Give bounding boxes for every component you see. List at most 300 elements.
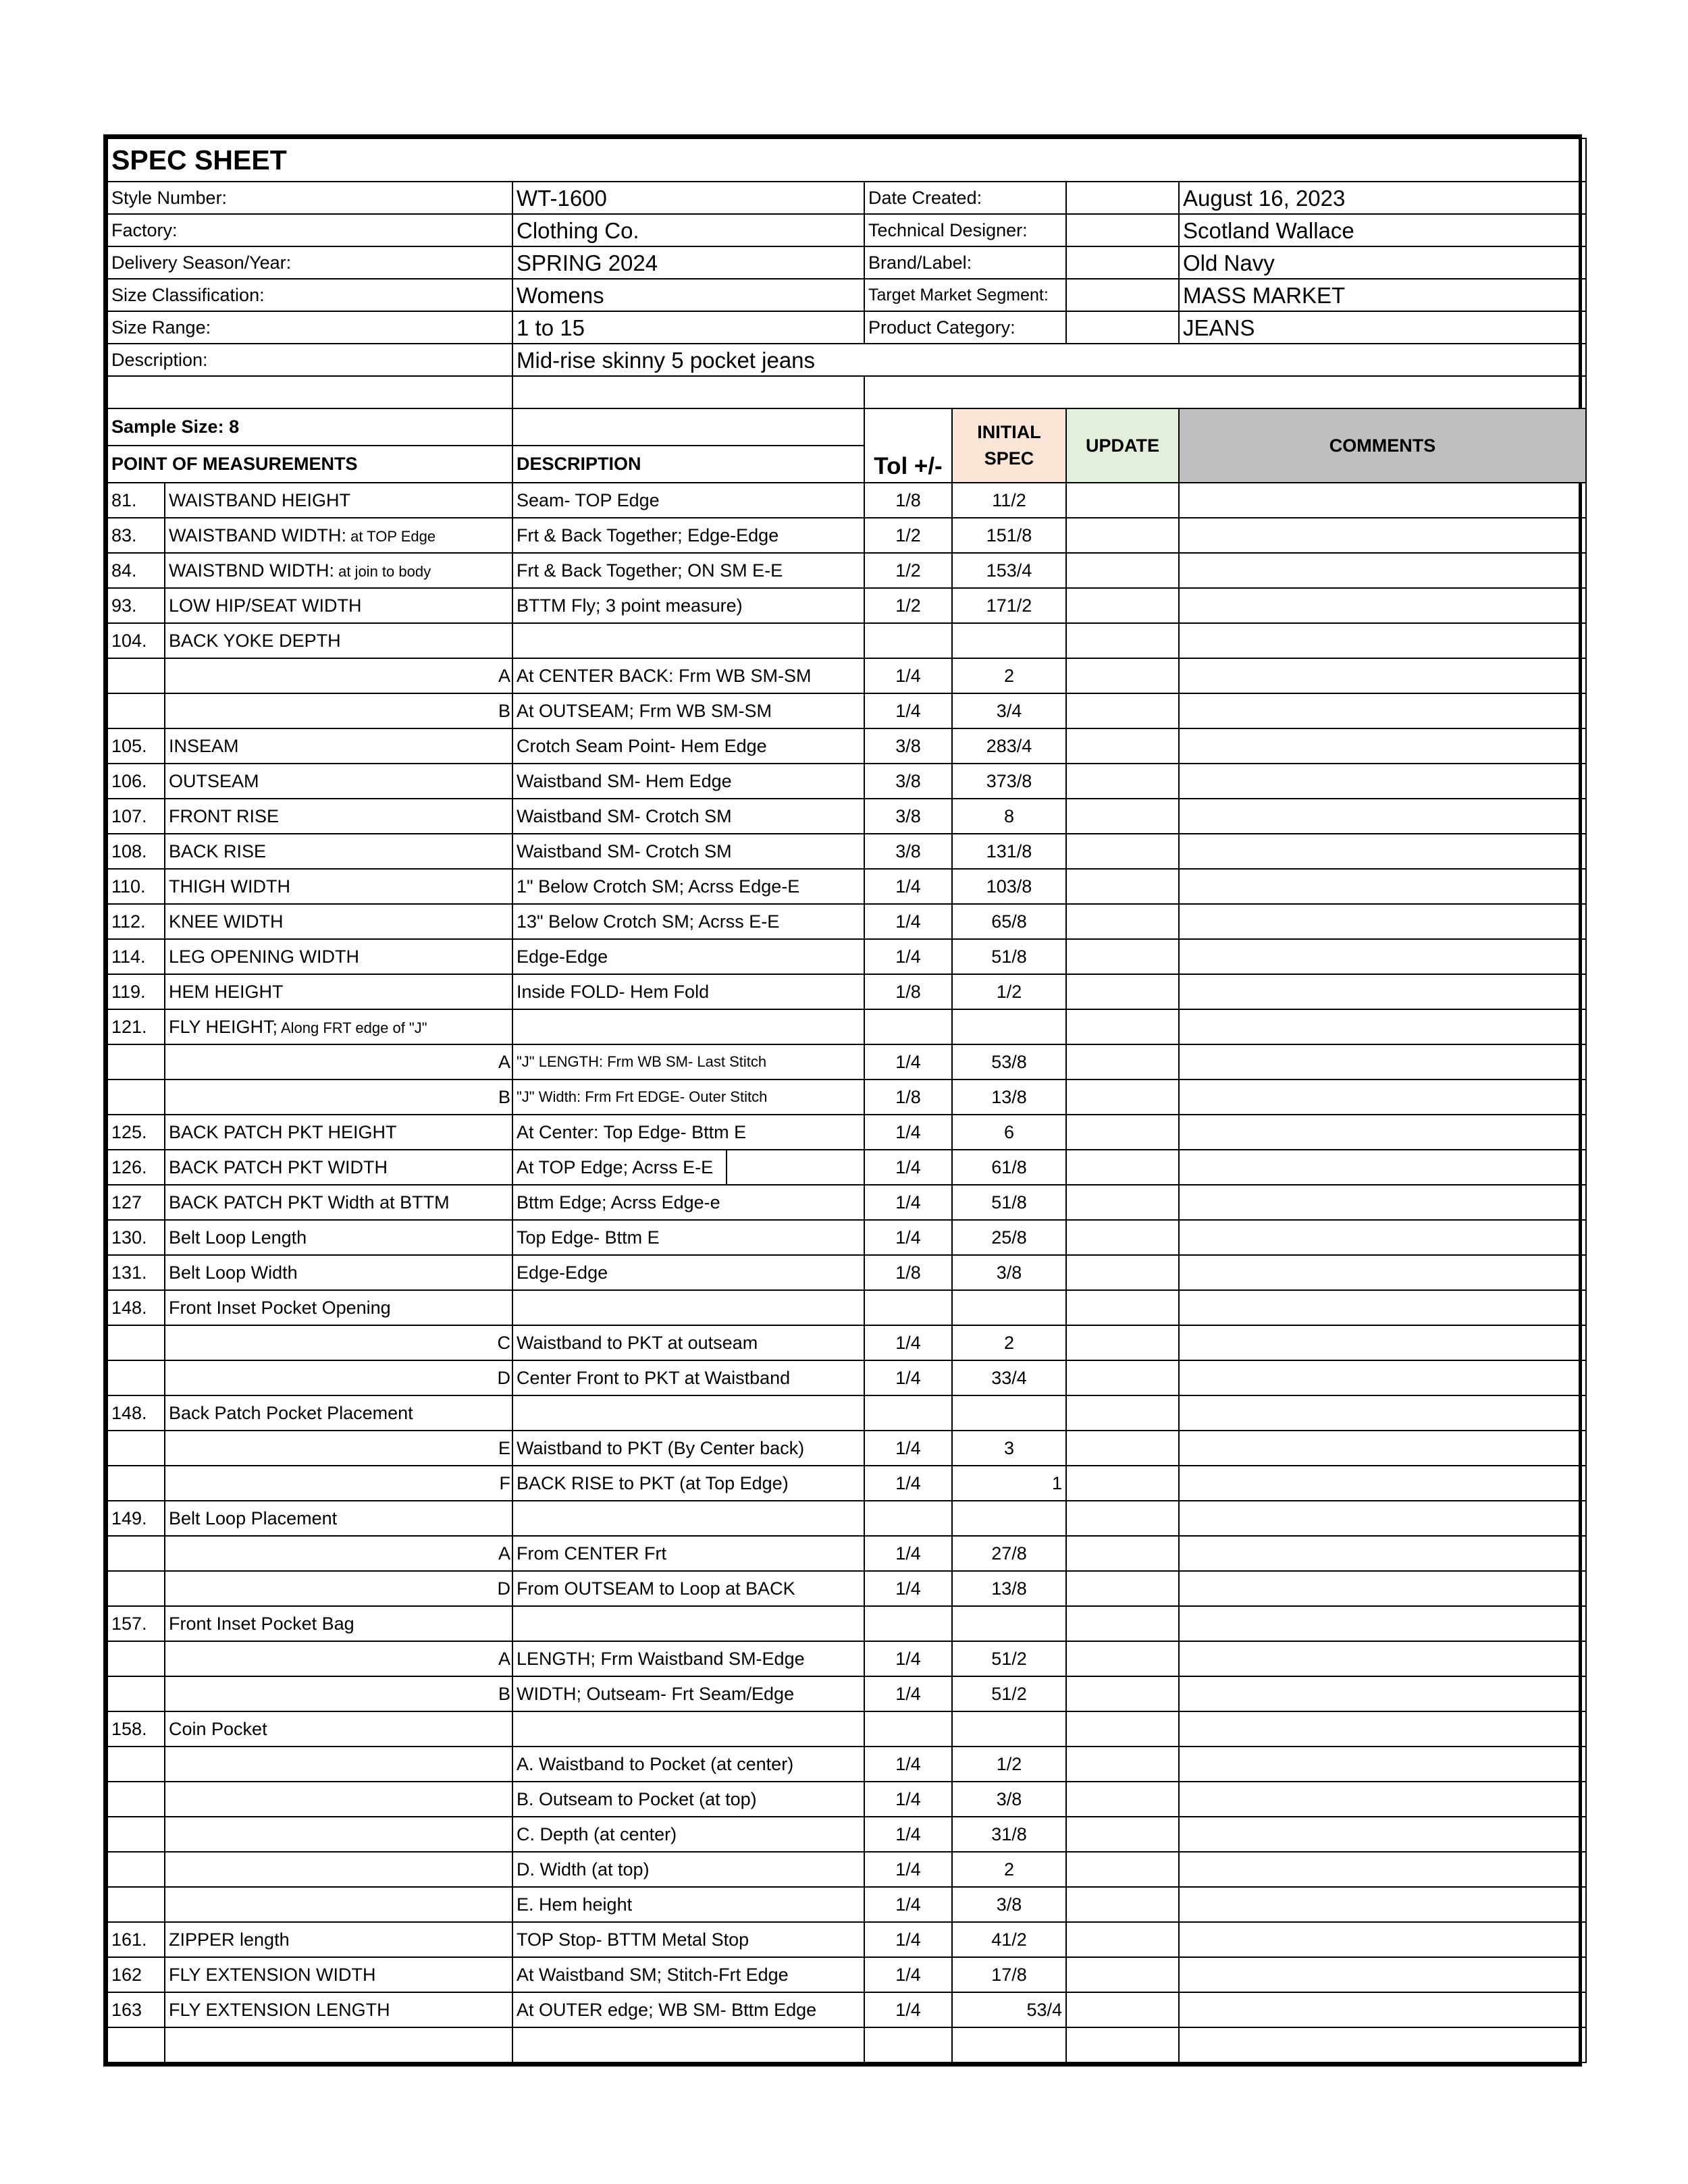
header-value: SPRING 2024: [512, 246, 864, 279]
row-update: [1066, 1360, 1179, 1395]
description-value: Mid-rise skinny 5 pocket jeans: [512, 344, 1586, 376]
row-tol: 1/4: [864, 939, 952, 974]
row-number: 110.: [107, 869, 165, 904]
row-tol: [864, 1009, 952, 1044]
row-tol: 1/4: [864, 1360, 952, 1395]
row-update: [1066, 1325, 1179, 1360]
row-number: [107, 1676, 165, 1711]
header-value: WT-1600: [512, 182, 864, 214]
row-comments: [1179, 658, 1586, 693]
row-number: [107, 1044, 165, 1080]
row-update: [1066, 1080, 1179, 1115]
table-row: [107, 1080, 1586, 1115]
row-update: [1066, 1185, 1179, 1220]
row-tol: 3/8: [864, 728, 952, 764]
row-number: 121.: [107, 1009, 165, 1044]
table-row: [107, 1782, 1586, 1817]
row-description: Inside FOLD- Hem Fold: [512, 974, 864, 1009]
row-pom: LOW HIP/SEAT WIDTH: [165, 588, 512, 623]
update-header: UPDATE: [1066, 408, 1179, 483]
table-row: [107, 1431, 1586, 1466]
row-tol: 1/8: [864, 974, 952, 1009]
table-row: [107, 1992, 1586, 2027]
row-initial-spec: 8: [952, 799, 1066, 834]
row-description: Waistband SM- Crotch SM: [512, 834, 864, 869]
row-tol: [864, 1395, 952, 1431]
row-update: [1066, 588, 1179, 623]
row-description: D. Width (at top): [512, 1852, 864, 1887]
row-number: [107, 1641, 165, 1676]
row-tol: 1/2: [864, 553, 952, 588]
header-label-2: Product Category:: [864, 311, 1066, 344]
row-update: [1066, 623, 1179, 658]
row-pom: [165, 2027, 512, 2062]
row-initial-spec: 53/8: [952, 1044, 1066, 1080]
table-row: [107, 658, 1586, 693]
row-update: [1066, 1255, 1179, 1290]
row-initial-spec: 53/4: [952, 1992, 1066, 2027]
row-number: [107, 1431, 165, 1466]
header-label: Size Classification:: [107, 279, 512, 311]
row-description: At OUTER edge; WB SM- Bttm Edge: [512, 1992, 864, 2027]
row-pom: E: [165, 1431, 512, 1466]
row-pom: Belt Loop Placement: [165, 1501, 512, 1536]
row-tol: [864, 1501, 952, 1536]
row-update: [1066, 1220, 1179, 1255]
row-update: [1066, 1431, 1179, 1466]
row-tol: 1/4: [864, 693, 952, 728]
row-tol: 1/8: [864, 1080, 952, 1115]
row-tol: 1/4: [864, 1044, 952, 1080]
row-description: WIDTH; Outseam- Frt Seam/Edge: [512, 1676, 864, 1711]
row-update: [1066, 1466, 1179, 1501]
row-initial-spec: 1: [952, 1466, 1066, 1501]
row-update: [1066, 939, 1179, 974]
row-initial-spec: 13/8: [952, 1571, 1066, 1606]
row-initial-spec: 11/2: [952, 483, 1066, 518]
row-update: [1066, 1922, 1179, 1957]
row-comments: [1179, 1571, 1586, 1606]
row-initial-spec: [952, 2027, 1066, 2062]
row-pom: Belt Loop Width: [165, 1255, 512, 1290]
row-number: [107, 1536, 165, 1571]
header-label-2: Brand/Label:: [864, 246, 1066, 279]
row-tol: 1/4: [864, 1922, 952, 1957]
row-number: 108.: [107, 834, 165, 869]
row-initial-spec: 3/8: [952, 1887, 1066, 1922]
row-pom: B: [165, 1080, 512, 1115]
row-comments: [1179, 1360, 1586, 1395]
row-update: [1066, 834, 1179, 869]
row-tol: 1/8: [864, 483, 952, 518]
row-update: [1066, 483, 1179, 518]
row-pom: Front Inset Pocket Bag: [165, 1606, 512, 1641]
row-number: [107, 1466, 165, 1501]
row-tol: 1/4: [864, 1115, 952, 1150]
row-initial-spec: 373/8: [952, 764, 1066, 799]
row-pom: [165, 1782, 512, 1817]
table-row: [107, 553, 1586, 588]
row-update: [1066, 1817, 1179, 1852]
row-initial-spec: [952, 1606, 1066, 1641]
row-description: Center Front to PKT at Waistband: [512, 1360, 864, 1395]
description-row: [107, 344, 1586, 376]
row-pom: FLY EXTENSION LENGTH: [165, 1992, 512, 2027]
sheet-title: SPEC SHEET: [107, 138, 1586, 182]
row-pom: BACK PATCH PKT Width at BTTM: [165, 1185, 512, 1220]
row-description: From CENTER Frt: [512, 1536, 864, 1571]
row-number: 126.: [107, 1150, 165, 1185]
row-tol: [864, 1711, 952, 1747]
row-tol: 1/2: [864, 518, 952, 553]
row-tol: 1/4: [864, 1325, 952, 1360]
header-value-2: JEANS: [1179, 311, 1586, 344]
row-pom: THIGH WIDTH: [165, 869, 512, 904]
row-pom: [165, 1747, 512, 1782]
row-description: 13" Below Crotch SM; Acrss E-E: [512, 904, 864, 939]
row-number: 112.: [107, 904, 165, 939]
row-update: [1066, 1957, 1179, 1992]
table-row: [107, 1957, 1586, 1992]
row-comments: [1179, 764, 1586, 799]
row-comments: [1179, 904, 1586, 939]
row-pom: Back Patch Pocket Placement: [165, 1395, 512, 1431]
header-row: [107, 214, 1586, 246]
row-update: [1066, 1395, 1179, 1431]
row-update: [1066, 1290, 1179, 1325]
row-pom: BACK YOKE DEPTH: [165, 623, 512, 658]
row-tol: 1/4: [864, 1747, 952, 1782]
table-row: [107, 1676, 1586, 1711]
row-pom: [165, 1852, 512, 1887]
row-number: 127: [107, 1185, 165, 1220]
row-number: 119.: [107, 974, 165, 1009]
row-pom: D: [165, 1571, 512, 1606]
row-initial-spec: 33/4: [952, 1360, 1066, 1395]
row-description: Seam- TOP Edge: [512, 483, 864, 518]
row-update: [1066, 693, 1179, 728]
row-number: 107.: [107, 799, 165, 834]
row-comments: [1179, 1992, 1586, 2027]
row-description: A. Waistband to Pocket (at center): [512, 1747, 864, 1782]
row-pom: KNEE WIDTH: [165, 904, 512, 939]
table-row: [107, 1009, 1586, 1044]
row-initial-spec: 1/2: [952, 1747, 1066, 1782]
tol-header: Tol +/-: [864, 446, 952, 483]
row-update: [1066, 764, 1179, 799]
row-initial-spec: 131/8: [952, 834, 1066, 869]
row-pom: [165, 1817, 512, 1852]
row-comments: [1179, 1466, 1586, 1501]
table-row: [107, 1606, 1586, 1641]
table-row: [107, 588, 1586, 623]
row-update: [1066, 1044, 1179, 1080]
row-pom: ZIPPER length: [165, 1922, 512, 1957]
row-initial-spec: 25/8: [952, 1220, 1066, 1255]
row-description: [512, 2027, 864, 2062]
table-row: [107, 1571, 1586, 1606]
row-update: [1066, 1992, 1179, 2027]
row-update: [1066, 1501, 1179, 1536]
row-description: BTTM Fly; 3 point measure): [512, 588, 864, 623]
row-pom: A: [165, 658, 512, 693]
header-value-2: Scotland Wallace: [1179, 214, 1586, 246]
header-label-2: Date Created:: [864, 182, 1066, 214]
row-description: Waistband SM- Hem Edge: [512, 764, 864, 799]
row-number: [107, 1571, 165, 1606]
row-initial-spec: [952, 1501, 1066, 1536]
table-row: [107, 1466, 1586, 1501]
row-comments: [1179, 1957, 1586, 1992]
row-description: [512, 1290, 864, 1325]
header-label: Size Range:: [107, 311, 512, 344]
row-number: 149.: [107, 1501, 165, 1536]
row-tol: 1/4: [864, 1992, 952, 2027]
pom-header: POINT OF MEASUREMENTS: [107, 446, 512, 483]
row-pom: A: [165, 1641, 512, 1676]
row-pom: WAISTBAND HEIGHT: [165, 483, 512, 518]
header-value: 1 to 15: [512, 311, 864, 344]
table-row: [107, 1255, 1586, 1290]
row-tol: 1/4: [864, 1957, 952, 1992]
description-label: Description:: [107, 344, 512, 376]
row-comments: [1179, 834, 1586, 869]
table-row: [107, 1325, 1586, 1360]
row-description: BACK RISE to PKT (at Top Edge): [512, 1466, 864, 1501]
row-description: C. Depth (at center): [512, 1817, 864, 1852]
row-description: [512, 1009, 864, 1044]
header-label: Factory:: [107, 214, 512, 246]
row-number: [107, 1852, 165, 1887]
row-description: E. Hem height: [512, 1887, 864, 1922]
row-initial-spec: 3/8: [952, 1255, 1066, 1290]
row-number: 148.: [107, 1290, 165, 1325]
row-comments: [1179, 1711, 1586, 1747]
row-pom: Front Inset Pocket Opening: [165, 1290, 512, 1325]
row-comments: [1179, 1220, 1586, 1255]
row-comments: [1179, 1325, 1586, 1360]
row-update: [1066, 1711, 1179, 1747]
row-initial-spec: 51/2: [952, 1641, 1066, 1676]
row-comments: [1179, 1255, 1586, 1290]
row-pom: BACK PATCH PKT WIDTH: [165, 1150, 512, 1185]
row-update: [1066, 2027, 1179, 2062]
header-row: [107, 279, 1586, 311]
row-update: [1066, 1009, 1179, 1044]
row-number: [107, 693, 165, 728]
row-initial-spec: 51/2: [952, 1676, 1066, 1711]
row-number: 148.: [107, 1395, 165, 1431]
row-pom: A: [165, 1044, 512, 1080]
row-pom: OUTSEAM: [165, 764, 512, 799]
row-tol: 3/8: [864, 834, 952, 869]
table-row: [107, 623, 1586, 658]
row-initial-spec: [952, 1395, 1066, 1431]
header-label: Style Number:: [107, 182, 512, 214]
row-tol: [864, 2027, 952, 2062]
row-description: [512, 1395, 864, 1431]
row-description: At CENTER BACK: Frm WB SM-SM: [512, 658, 864, 693]
header-value-2: Old Navy: [1179, 246, 1586, 279]
header-label-2: Target Market Segment:: [864, 279, 1066, 311]
row-update: [1066, 553, 1179, 588]
table-row: [107, 1852, 1586, 1887]
row-tol: 1/4: [864, 1571, 952, 1606]
row-number: 130.: [107, 1220, 165, 1255]
row-description: Waistband SM- Crotch SM: [512, 799, 864, 834]
row-pom: B: [165, 693, 512, 728]
row-comments: [1179, 483, 1586, 518]
row-update: [1066, 904, 1179, 939]
row-number: [107, 2027, 165, 2062]
row-initial-spec: 3/4: [952, 693, 1066, 728]
row-comments: [1179, 1817, 1586, 1852]
row-comments: [1179, 1852, 1586, 1887]
row-pom: FRONT RISE: [165, 799, 512, 834]
row-pom: HEM HEIGHT: [165, 974, 512, 1009]
row-update: [1066, 1536, 1179, 1571]
row-description: Crotch Seam Point- Hem Edge: [512, 728, 864, 764]
row-initial-spec: 6: [952, 1115, 1066, 1150]
row-initial-spec: 17/8: [952, 1957, 1066, 1992]
row-update: [1066, 658, 1179, 693]
header-row: [107, 311, 1586, 344]
row-number: 163: [107, 1992, 165, 2027]
row-pom: FLY HEIGHT; Along FRT edge of "J": [165, 1009, 512, 1044]
row-initial-spec: 2: [952, 1325, 1066, 1360]
row-initial-spec: 153/4: [952, 553, 1066, 588]
row-update: [1066, 974, 1179, 1009]
row-comments: [1179, 588, 1586, 623]
row-description: [512, 1711, 864, 1747]
row-description: TOP Stop- BTTM Metal Stop: [512, 1922, 864, 1957]
row-description: From OUTSEAM to Loop at BACK: [512, 1571, 864, 1606]
row-description: 1" Below Crotch SM; Acrss Edge-E: [512, 869, 864, 904]
row-number: 84.: [107, 553, 165, 588]
row-initial-spec: 41/2: [952, 1922, 1066, 1957]
row-pom: A: [165, 1536, 512, 1571]
row-description: [512, 1606, 864, 1641]
row-comments: [1179, 799, 1586, 834]
table-row: [107, 1360, 1586, 1395]
table-row: [107, 974, 1586, 1009]
row-description: Frt & Back Together; ON SM E-E: [512, 553, 864, 588]
row-description: Frt & Back Together; Edge-Edge: [512, 518, 864, 553]
row-tol: 1/4: [864, 1641, 952, 1676]
row-tol: 1/4: [864, 1150, 952, 1185]
table-row: [107, 1185, 1586, 1220]
row-comments: [1179, 693, 1586, 728]
row-tol: 1/4: [864, 1536, 952, 1571]
row-description: At OUTSEAM; Frm WB SM-SM: [512, 693, 864, 728]
row-update: [1066, 1852, 1179, 1887]
row-description: Top Edge- Bttm E: [512, 1220, 864, 1255]
row-number: [107, 1325, 165, 1360]
row-comments: [1179, 1431, 1586, 1466]
row-tol: 1/4: [864, 1887, 952, 1922]
row-number: 131.: [107, 1255, 165, 1290]
row-tol: 1/2: [864, 588, 952, 623]
row-initial-spec: 61/8: [952, 1150, 1066, 1185]
table-row: [107, 1501, 1586, 1536]
spacer-row: [107, 376, 1586, 408]
row-initial-spec: 171/2: [952, 588, 1066, 623]
row-comments: [1179, 1395, 1586, 1431]
row-description: Edge-Edge: [512, 939, 864, 974]
row-description: "J" Width: Frm Frt EDGE- Outer Stitch: [512, 1080, 864, 1115]
table-row: [107, 1817, 1586, 1852]
row-initial-spec: [952, 623, 1066, 658]
row-tol: 1/4: [864, 1466, 952, 1501]
header-value-2: MASS MARKET: [1179, 279, 1586, 311]
row-number: [107, 1747, 165, 1782]
row-number: 158.: [107, 1711, 165, 1747]
row-comments: [1179, 1887, 1586, 1922]
row-tol: 1/4: [864, 1185, 952, 1220]
row-initial-spec: 65/8: [952, 904, 1066, 939]
row-number: 161.: [107, 1922, 165, 1957]
table-row: [107, 834, 1586, 869]
row-number: [107, 1782, 165, 1817]
row-comments: [1179, 1009, 1586, 1044]
row-pom: LEG OPENING WIDTH: [165, 939, 512, 974]
row-initial-spec: 3: [952, 1431, 1066, 1466]
row-pom: D: [165, 1360, 512, 1395]
row-number: 157.: [107, 1606, 165, 1641]
row-number: 81.: [107, 483, 165, 518]
table-row: [107, 483, 1586, 518]
row-update: [1066, 1747, 1179, 1782]
row-comments: [1179, 1641, 1586, 1676]
row-update: [1066, 1676, 1179, 1711]
row-tol: 3/8: [864, 799, 952, 834]
table-row: [107, 1747, 1586, 1782]
row-tol: 1/4: [864, 904, 952, 939]
row-number: [107, 1887, 165, 1922]
row-initial-spec: 27/8: [952, 1536, 1066, 1571]
row-number: 106.: [107, 764, 165, 799]
row-description: B. Outseam to Pocket (at top): [512, 1782, 864, 1817]
row-update: [1066, 1641, 1179, 1676]
row-description: [512, 1501, 864, 1536]
row-update: [1066, 799, 1179, 834]
row-number: 104.: [107, 623, 165, 658]
table-row: [107, 869, 1586, 904]
header-value: Womens: [512, 279, 864, 311]
header-label: Delivery Season/Year:: [107, 246, 512, 279]
row-tol: 1/4: [864, 1220, 952, 1255]
row-tol: 1/4: [864, 869, 952, 904]
row-tol: [864, 1290, 952, 1325]
row-tol: 1/4: [864, 658, 952, 693]
row-comments: [1179, 2027, 1586, 2062]
row-description: At Center: Top Edge- Bttm E: [512, 1115, 864, 1150]
row-tol: 3/8: [864, 764, 952, 799]
row-tol: [864, 1606, 952, 1641]
table-row: [107, 1641, 1586, 1676]
row-pom: [165, 1887, 512, 1922]
row-comments: [1179, 1922, 1586, 1957]
row-initial-spec: 2: [952, 1852, 1066, 1887]
row-tol: 1/4: [864, 1431, 952, 1466]
row-tol: 1/4: [864, 1676, 952, 1711]
table-row: [107, 1115, 1586, 1150]
row-number: [107, 1360, 165, 1395]
table-row: [107, 799, 1586, 834]
row-number: [107, 658, 165, 693]
table-row: [107, 904, 1586, 939]
row-pom: BACK RISE: [165, 834, 512, 869]
